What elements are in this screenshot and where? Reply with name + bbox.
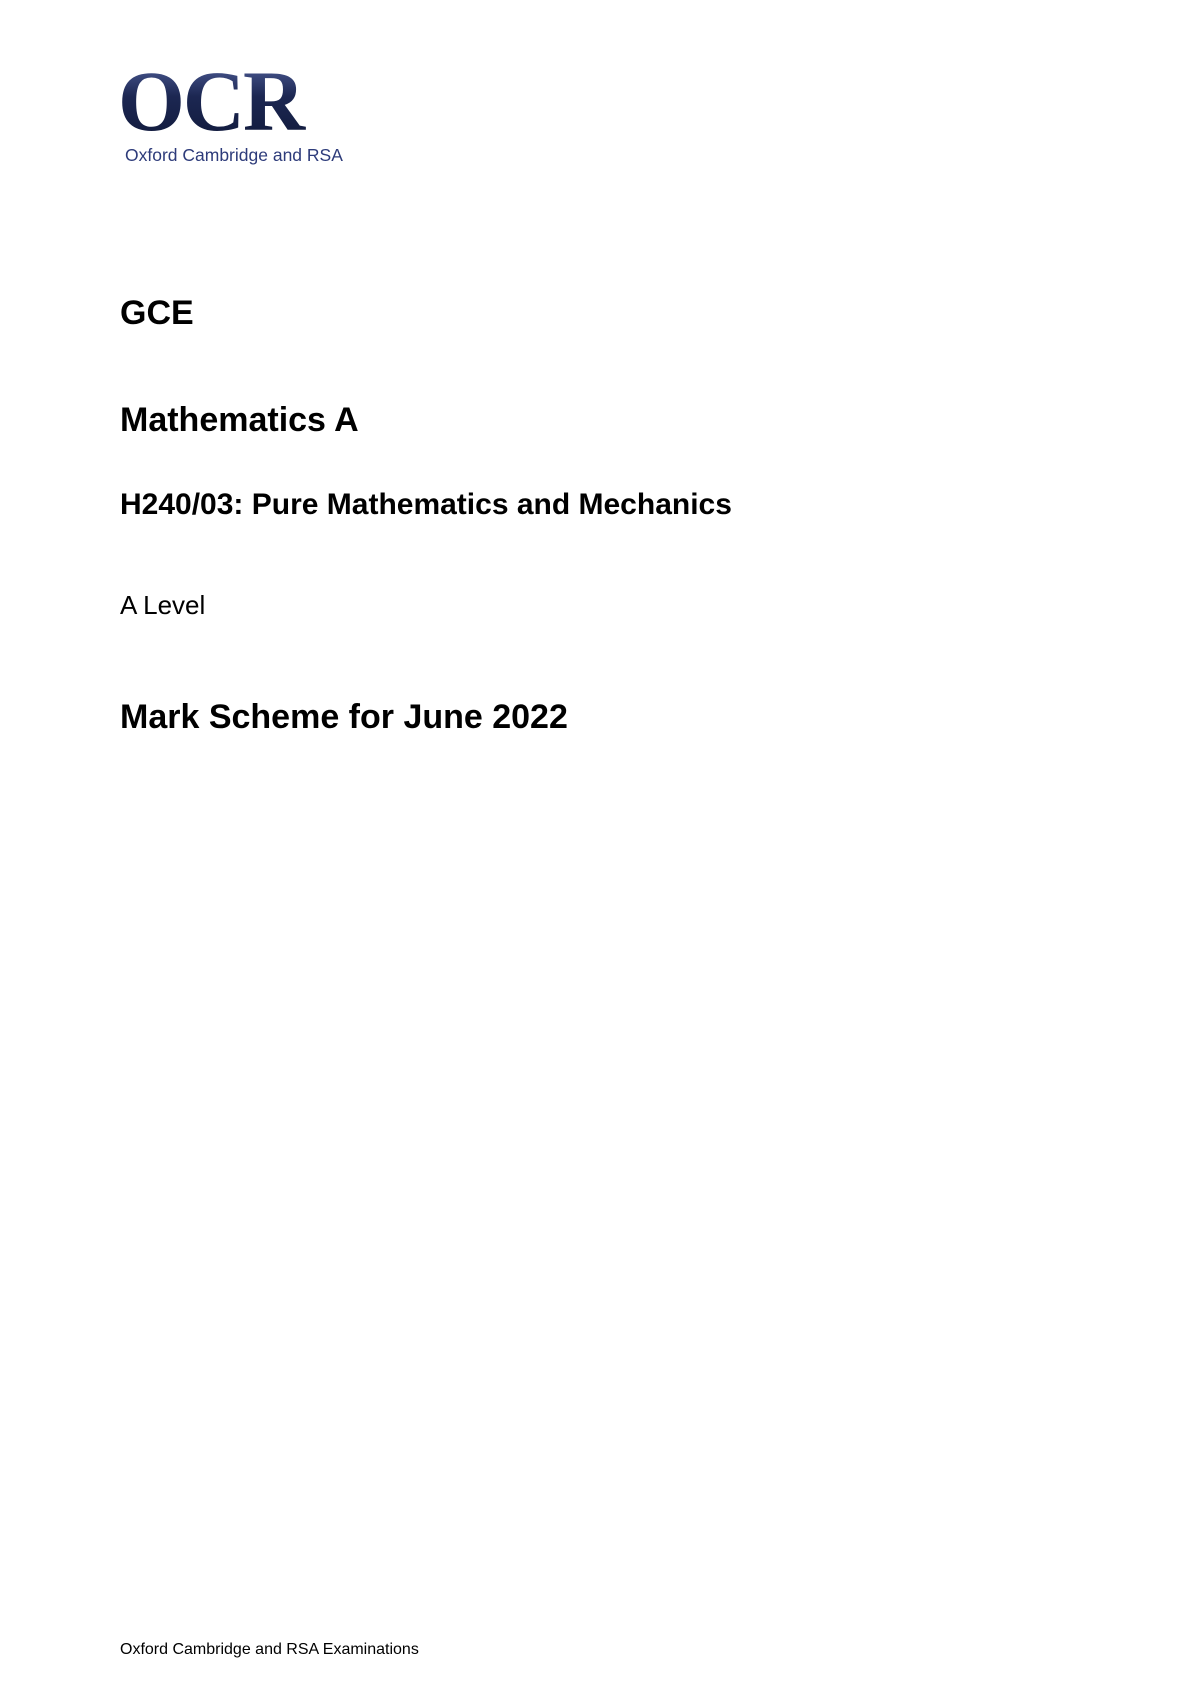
ocr-logo: [118, 66, 358, 170]
logo-tagline: Oxford Cambridge and RSA: [125, 145, 343, 165]
subject-heading: Mathematics A: [120, 401, 359, 439]
footer-text: Oxford Cambridge and RSA Examinations: [120, 1641, 419, 1658]
document-title: Mark Scheme for June 2022: [120, 698, 568, 736]
logo-wordmark: OCR: [118, 66, 304, 149]
level-text: A Level: [120, 590, 206, 620]
component-heading: H240/03: Pure Mathematics and Mechanics: [120, 488, 732, 521]
qualification-heading: GCE: [120, 294, 194, 332]
